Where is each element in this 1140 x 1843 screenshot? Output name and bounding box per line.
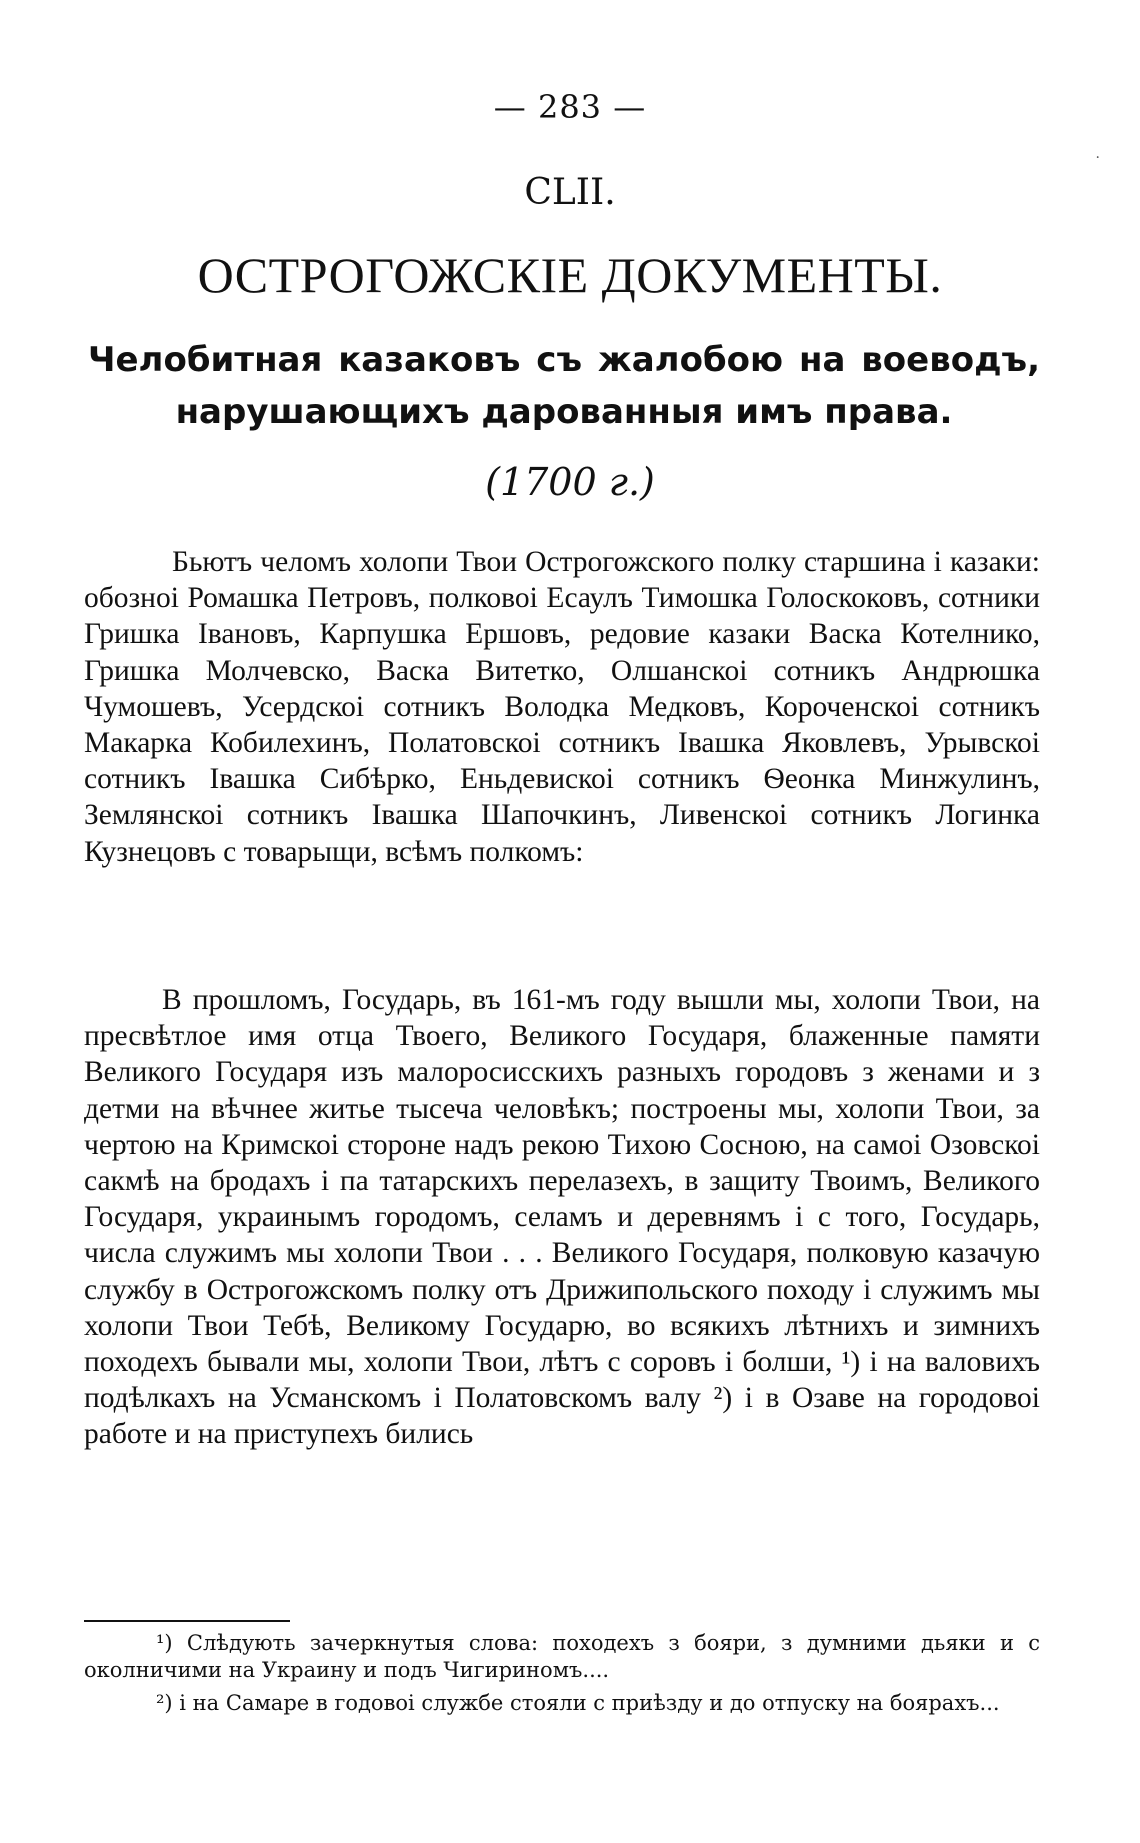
body-paragraph-1: Бьютъ челомъ холопи Твои Острогожского полку старшина і казаки: обозноі Ромашка Петровъ, полковоі Есаулъ Тимошка Голоскоковъ, сотники Гришка Івановъ, Карпушка Ершовъ, редовие казаки Васка Котелнико, Гришка Молчевско, Васка Витетко, Олшанскоі сотникъ Андрюшка Чумошевъ, Усердскоі сотникъ Володка Медковъ, Короченскоі сотникъ Макарка Кобилехинъ, Полатовскоі сотникъ Івашка Яковлевъ, Урывскоі сотникъ Івашка Сибѣрко, Еньдевискоі сотникъ Ѳеонка Минжулинъ, Землянскоі сотникъ Івашка Шапочкинъ, Ливенскоі сотникъ Логинка Кузнецовъ с товарыщи, всѣмъ полкомъ: <box>84 546 1040 868</box>
footnote-1: ¹) Слѣдують зачеркнутыя слова: походехъ з бояри, з думними дьяки и с околничими на Украину и подъ Чигириномъ.... <box>84 1631 1040 1682</box>
document-title: ОСТРОГОЖСКІЕ ДОКУМЕНТЫ. <box>197 247 943 303</box>
footnote-divider <box>84 1620 290 1622</box>
page-number: — 283 — <box>493 88 647 126</box>
footnotes <box>84 1630 1040 1723</box>
document-subtitle: Челобитная казаковъ съ жалобою на воеводъ, нарушающихъ дарованныя имъ права. <box>88 340 1040 432</box>
section-number: CLII. <box>524 172 616 213</box>
body-paragraph-2: В прошломъ, Государь, въ 161-мъ году вышли мы, холопи Твои, на пресвѣтлое имя отца Твоего, Великого Государя, блаженные памяти Великого Государя изъ малоросисскихъ разныхъ городовъ з женами и з детми на вѣчнее житье тысеча человѣкъ; построены мы, холопи Твои, за чертою на Кримскоі стороне надъ рекою Тихою Сосною, на самоі Озовскоі сакмѣ на бродахъ і па татарскихъ перелазехъ, в защиту Твоимъ, Великого Государя, украинымъ городомъ, селамъ и деревнямъ і с того, Государь, числа служимъ мы холопи Твои . . . Великого Государя, полковую казачую службу в Острогожскомъ полку отъ Дрижипольского походу і служимъ мы холопи Твои Тебѣ, Великому Государю, во всякихъ лѣтнихъ и зимнихъ походехъ бывали мы, холопи Твои, лѣтъ с соровъ і болши, ¹) і на валовихъ подѣлкахъ на Усманскомъ і Полатовскомъ валу ²) і в Озаве на городовоі работе и на приступехъ бились <box>84 984 1040 1451</box>
scan-speck: · <box>1095 150 1100 166</box>
footnote-2: ²) і на Самаре в годовоі службе стояли с приѣзду и до отпуску на боярахъ... <box>156 1691 1000 1715</box>
document-date: (1700 г.) <box>485 460 655 504</box>
